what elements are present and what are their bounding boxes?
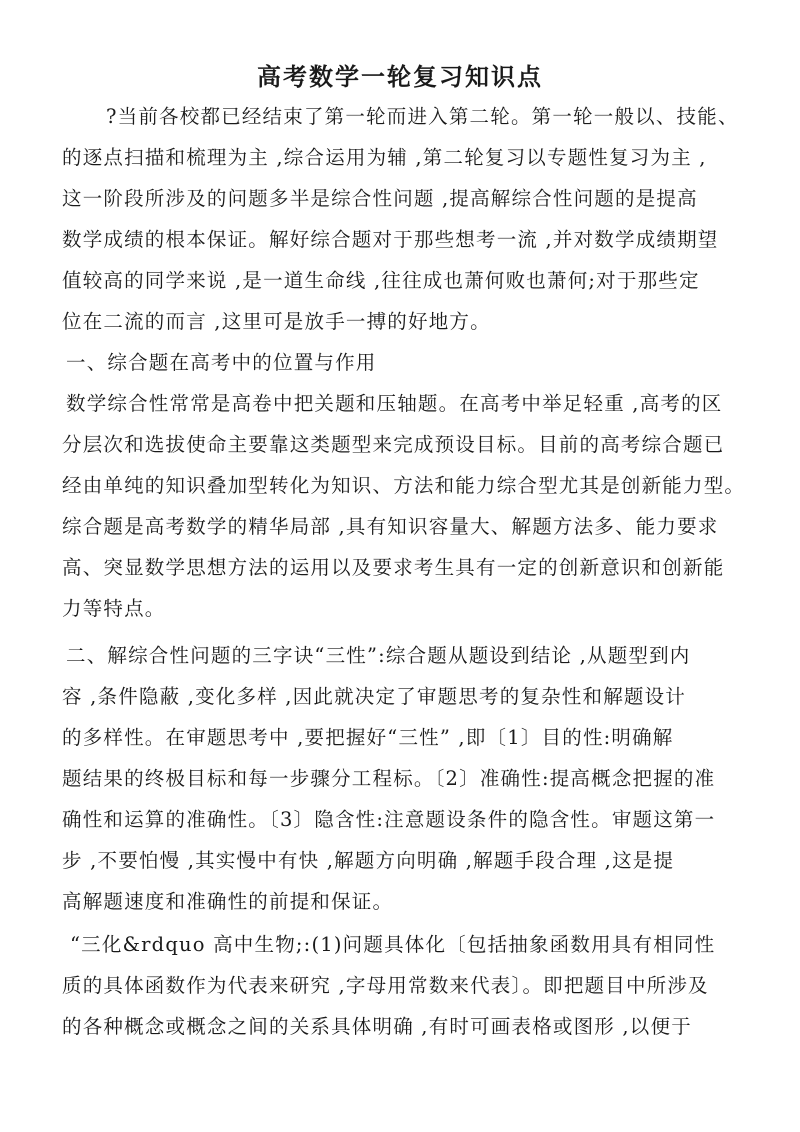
paragraph-line: 值较高的同学来说 ,是一道生命线 ,往往成也萧何败也萧何;对于那些定 <box>62 269 700 292</box>
paragraph-line: 的各种概念或概念之间的关系具体明确 ,有时可画表格或图形 ,以便于 <box>62 1015 692 1038</box>
paragraph-line: 题结果的终极目标和每一步骤分工程标。〔2〕准确性:提高概念把握的准 <box>62 767 716 790</box>
paragraph-line: “三化&rdquo 高中生物;:(1)问题具体化〔包括抽象函数用具有相同性 <box>70 933 716 956</box>
paragraph-line: 分层次和选拔使命主要靠这类题型来完成预设目标。目前的高考综合题已 <box>62 433 725 456</box>
paragraph-line: 数学综合性常常是高卷中把关题和压轴题。在高考中举足轻重 ,高考的区 <box>66 392 723 415</box>
paragraph-line: 数学成绩的根本保证。解好综合题对于那些想考一流 ,并对数学成绩期望 <box>62 228 719 251</box>
paragraph-line: 的逐点扫描和梳理为主 ,综合运用为辅 ,第二轮复习以专题性复习为主 , <box>62 146 707 169</box>
section-heading: 二、解综合性问题的三字诀“三性”:综合题从题设到结论 ,从题型到内 <box>66 644 691 667</box>
paragraph-line: 容 ,条件隐蔽 ,变化多样 ,因此就决定了审题思考的复杂性和解题设计 <box>62 685 686 708</box>
paragraph-line: 高、突显数学思想方法的运用以及要求考生具有一定的创新意识和创新能 <box>62 556 725 579</box>
paragraph-line: ?当前各校都已经结束了第一轮而进入第二轮。第一轮一般以、技能、 <box>106 105 739 128</box>
paragraph-line: 的多样性。在审题思考中 ,要把握好“三性” ,即〔1〕目的性:明确解 <box>62 726 674 749</box>
paragraph-line: 经由单纯的知识叠加型转化为知识、方法和能力综合型尤其是创新能力型。 <box>62 474 746 497</box>
paragraph-line: 步 ,不要怕慢 ,其实慢中有快 ,解题方向明确 ,解题手段合理 ,这是提 <box>62 849 675 872</box>
section-heading: 一、综合题在高考中的位置与作用 <box>66 351 377 374</box>
paragraph-line: 质的具体函数作为代表来研究 ,字母用常数来代表〕。即把题目中所涉及 <box>62 974 709 997</box>
paragraph-line: 这一阶段所涉及的问题多半是综合性问题 ,提高解综合性问题的是提高 <box>62 187 698 210</box>
paragraph-line: 位在二流的而言 ,这里可是放手一搏的好地方。 <box>62 310 491 333</box>
paragraph-line: 综合题是高考数学的精华局部 ,具有知识容量大、解题方法多、能力要求 <box>62 515 719 538</box>
paragraph-line: 力等特点。 <box>62 597 166 620</box>
paragraph-line: 高解题速度和准确性的前提和保证。 <box>62 890 394 913</box>
paragraph-line: 确性和运算的准确性。〔3〕隐含性:注意题设条件的隐含性。审题这第一 <box>62 808 716 831</box>
page-title: 高考数学一轮复习知识点 <box>257 62 543 91</box>
